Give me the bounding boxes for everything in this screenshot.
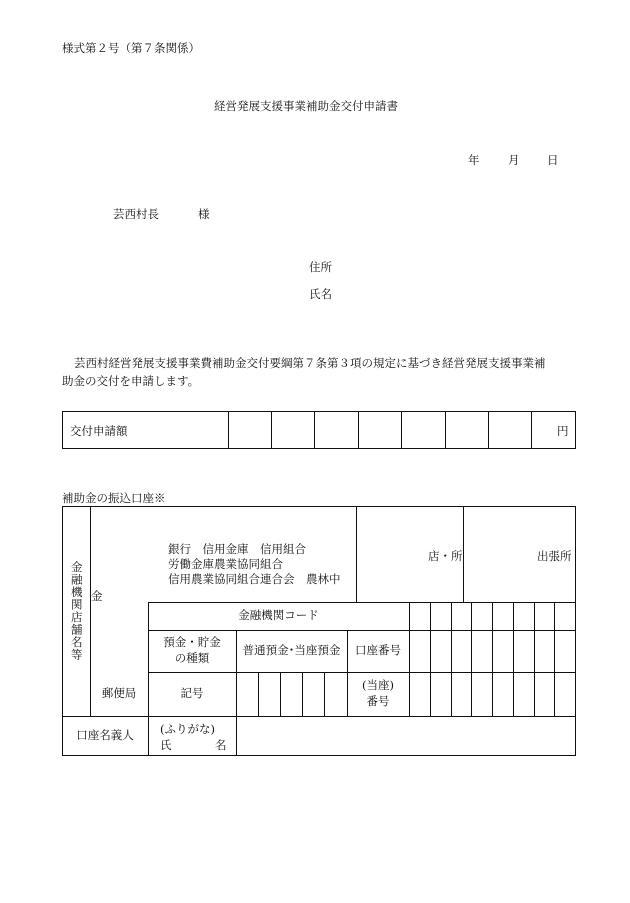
addressee-honorific: 様 [198, 207, 210, 221]
institution-types-line1: 銀行 信用金庫 信用組合 [168, 542, 306, 556]
applicant-name-label: 氏名 [309, 287, 332, 301]
bank-code-input[interactable] [410, 603, 574, 630]
date-year: 年 [468, 153, 480, 167]
bank-vertical-label: 金融機関店舗名等 [69, 561, 84, 661]
applicant-address-label: 住所 [309, 260, 332, 274]
body-text-line1: 芸西村経営発展支援事業費補助金交付要綱第７条第３項の規定に基づき経営発展支援事業補 [74, 356, 546, 370]
current-account-number-label [347, 672, 409, 716]
institution-types-line3: 信用農業協同組合連合会 農林中 [168, 572, 341, 586]
body-text-line2: 助金の交付を申請します。 [62, 374, 200, 388]
post-office-label: 郵便局 [101, 686, 137, 701]
amount-label: 交付申請額 [70, 424, 128, 438]
sub-branch-label: 出張所 [537, 549, 572, 563]
amount-digit-area[interactable] [229, 412, 574, 448]
bank-code-label: 金融機関コード [238, 608, 319, 623]
account-holder-input[interactable] [237, 717, 574, 755]
symbol-label: 記号 [180, 686, 204, 701]
current-account-line2: 番号 [366, 694, 390, 708]
account-holder-label: 口座名義人 [76, 727, 134, 742]
furigana-label: (ふりがな) [160, 722, 215, 736]
date-month: 月 [508, 153, 520, 167]
date-day: 日 [547, 153, 559, 167]
postal-symbol-input[interactable] [237, 673, 347, 716]
deposit-type-line1: 預金・貯金 [163, 635, 221, 650]
postal-number-input[interactable] [410, 673, 574, 716]
name-char-first: 氏 [160, 738, 172, 752]
form-id: 様式第２号（第７条関係） [62, 41, 200, 55]
branch-label: 店・所 [428, 549, 463, 563]
amount-unit: 円 [557, 424, 569, 438]
deposit-options: 普通預金･当座預金 [242, 643, 341, 658]
name-char-second: 名 [215, 738, 227, 752]
page-title: 経営発展支援事業補助金交付申請書 [214, 99, 398, 113]
deposit-type-line2: の種類 [174, 651, 210, 665]
account-number-label: 口座番号 [355, 643, 401, 658]
current-account-line1: (当座) [362, 678, 394, 693]
account-number-input[interactable] [410, 631, 574, 672]
addressee-name: 芸西村長 [113, 207, 159, 221]
bank-section-heading: 補助金の振込口座※ [62, 491, 166, 505]
institution-types-line2: 労働金庫農業協同組合 [168, 557, 283, 571]
deposit-type-label [148, 630, 236, 672]
kin-label: 金 [91, 589, 103, 603]
